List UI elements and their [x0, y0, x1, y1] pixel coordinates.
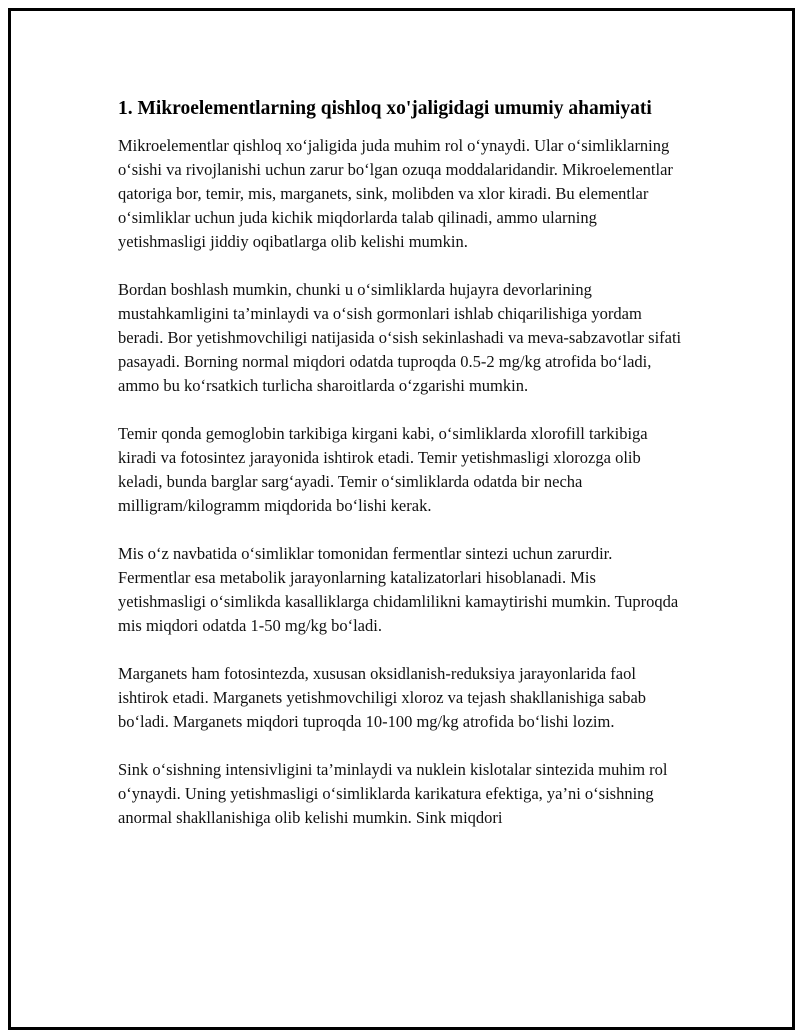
paragraph-zinc: Sink o‘sishning intensivligini ta’minlaydi va nuklein kislotalar sintezida muhim rol o‘ynaydi. Uning yetishmasligi o‘simliklarda karikatura efektiga, ya’ni o‘sishning anormal shakllanishiga olib kelishi mumkin. Sink miqdori — [118, 760, 668, 827]
paragraph-copper: Mis o‘z navbatida o‘simliklar tomonidan fermentlar sintezi uchun zarurdir. Fermentlar esa metabolik jarayonlarning katalizatorlari hisoblanadi. Mis yetishmasligi o‘simlikda kasalliklarga chidamlilikni kamaytirishi mumkin. Tuproqda mis miqdori odatda 1-50 mg/kg bo‘ladi. — [118, 544, 679, 635]
paragraph-iron: Temir qonda gemoglobin tarkibiga kirgani kabi, o‘simliklarda xlorofill tarkibiga kiradi va fotosintez jarayonida ishtirok etadi. Temir yetishmasligi xlorozga olib keladi, bunda barglar sarg‘ayadi. Temir o‘simliklarda odatda bir necha milligram/kilogramm miqdorida bo‘lishi kerak. — [118, 424, 648, 515]
section-heading: 1. Mikroelementlarning qishloq xo'jaligidagi umumiy ahamiyati — [118, 98, 652, 119]
paragraph-boron: Bordan boshlash mumkin, chunki u o‘simliklarda hujayra devorlarining mustahkamligini ta’minlaydi va o‘sish gormonlari ishlab chiqarilishiga yordam beradi. Bor yetishmovchiligi natijasida o‘sish sekinlashadi va meva-sabzavotlar sifati pasayadi. Borning normal miqdori odatda tuproqda 0.5-2 mg/kg atrofida bo‘ladi, ammo bu ko‘rsatkich turlicha sharoitlarda o‘zgarishi mumkin. — [118, 280, 682, 395]
paragraph-intro: Mikroelementlar qishloq xo‘jaligida juda muhim rol o‘ynaydi. Ular o‘simliklarning o‘sishi va rivojlanishi uchun zarur bo‘lgan ozuqa moddalaridandir. Mikroelementlar qatoriga bor, temir, mis, marganets, sink, molibden va xlor kiradi. Bu elementlar o‘simliklar uchun juda kichik miqdorlarda talab qilinadi, ammo ularning yetishmasligi jiddiy oqibatlarga olib kelishi mumkin. — [118, 136, 673, 251]
paragraph-manganese: Marganets ham fotosintezda, xususan oksidlanish-reduksiya jarayonlarida faol ishtirok etadi. Marganets yetishmovchiligi xloroz va tejash shakllanishiga sabab bo‘ladi. Marganets miqdori tuproqda 10-100 mg/kg atrofida bo‘lishi lozim. — [118, 664, 647, 731]
document-body — [118, 96, 684, 854]
